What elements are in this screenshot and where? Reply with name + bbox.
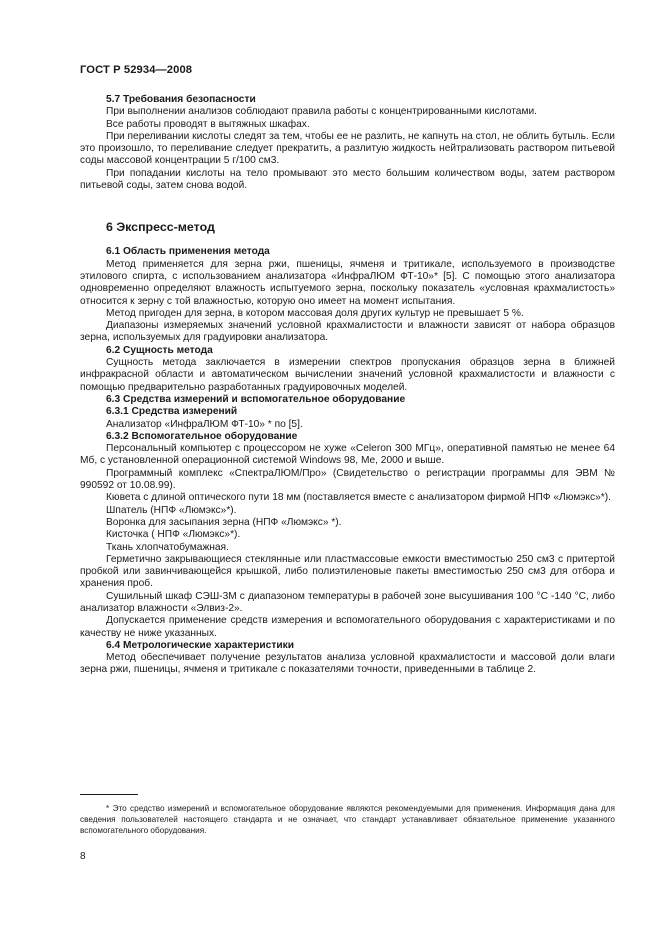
footnote-text: * Это средство измерений и вспомогательное оборудование являются рекомендуемыми для применения. Информация дана для сведения пользователей настоящего стандарта и не означает, что стандарт устанавливает обязательное применение указанного вспомогательного оборудования. (80, 804, 615, 836)
metrology-paragraph-1: Метод обеспечивает получение результатов анализа условной крахмалистости и массовой доли влаги зерна ржи, пшеницы, ячменя и тритикале с показателями точности, приведенными в таблице 2. (80, 652, 615, 676)
safety-paragraph-1: При выполнении анализов соблюдают правила работы с концентрированными кислотами. (106, 106, 537, 118)
auxiliary-item: Персональный компьютер с процессором не хуже «Celeron 300 МГц», оперативной памятью не менее 64 Мб, с установленной операционной системой Windows 98, Me, 2000 и выше. (80, 443, 615, 467)
auxiliary-item: Шпатель (НПФ «Люмэкс»*). (106, 504, 237, 516)
essence-paragraph-1: Сущность метода заключается в измерении спектров пропускания образцов зерна в ближней инфракрасной области и автоматическом вычислении значений условной крахмалистости и влажности с помощью предварительно разработанных градуировочных моделей. (80, 357, 615, 393)
document-header: ГОСТ Р 52934—2008 (80, 64, 193, 76)
auxiliary-item: Программный комплекс «СпектраЛЮМ/Про» (Свидетельство о регистрации программы для ЭВМ № 990592 от 10.08.99). (80, 467, 615, 492)
footnote (80, 803, 615, 837)
footnote-divider (80, 794, 138, 795)
scope-heading: 6.1 Область применения метода (106, 246, 270, 258)
safety-paragraph-3: При переливании кислоты следят за тем, чтобы ее не разлить, не капнуть на стол, не облить бутыль. Если это произошло, то переливание следует прекратить, а разлитую жидкость нейтрализовать раствором питьевой соды массовой концентрации 5 г/100 см3. (80, 130, 615, 167)
auxiliary-item: Герметично закрывающиеся стеклянные или пластмассовые емкости вместимостью 250 см3 с притертой пробкой или завинчивающейся крышкой, либо полиэтиленовые пакеты вместимостью 250 см3 для отбора и хранения проб. (80, 553, 615, 590)
auxiliary-item: Сушильный шкаф СЭШ-3М с диапазоном температуры в рабочей зоне высушивания 100 °С -140 °С, либо анализатор влажности «Элвиз-2». (80, 590, 615, 614)
auxiliary-heading: 6.3.2 Вспомогательное оборудование (106, 430, 298, 442)
express-section-title: 6 Экспресс-метод (106, 220, 215, 235)
essence-heading: 6.2 Сущность метода (106, 344, 213, 356)
safety-paragraph-4: При попадании кислоты на тело промывают это место большим количеством воды, затем раствором питьевой соды, затем снова водой. (80, 167, 615, 192)
scope-paragraph-2: Метод пригоден для зерна, в котором массовая доля других культур не превышает 5 %. (106, 307, 524, 319)
measurement-paragraph-1: Анализатор «ИнфраЛЮМ ФТ-10» * по [5]. (106, 418, 303, 430)
auxiliary-item: Кювета с длиной оптического пути 18 мм (поставляется вместе с анализатором фирмой НПФ «Люмэкс»*). (106, 492, 611, 504)
measurement-heading: 6.3.1 Средства измерений (106, 406, 238, 418)
scope-paragraph-1: Метод применяется для зерна ржи, пшеницы, ячменя и тритикале, используемого в производстве этилового спирта, с использованием анализатора «ИнфраЛЮМ ФТ-10»* [5]. С помощью этого анализатора одновременно определяют влажность испытуемого зерна, поскольку показатель «условная крахмалистость» относится к зерну с той влажностью, которую оно имеет на момент испытания. (80, 258, 615, 307)
auxiliary-item: Ткань хлопчатобумажная. (106, 541, 229, 553)
auxiliary-item: Кисточка ( НПФ «Люмэкс»*). (106, 529, 241, 541)
metrology-heading: 6.4 Метрологические характеристики (106, 639, 294, 651)
equipment-heading: 6.3 Средства измерений и вспомогательное оборудование (106, 393, 406, 405)
page-content (80, 94, 615, 677)
auxiliary-item: Воронка для засыпания зерна (НПФ «Люмэкс» *). (106, 516, 342, 528)
auxiliary-item: Допускается применение средств измерения и вспомогательного оборудования с характеристиками и по качеству не ниже указанных. (80, 615, 615, 639)
safety-paragraph-2: Все работы проводят в вытяжных шкафах. (106, 118, 310, 130)
scope-paragraph-3: Диапазоны измеряемых значений условной крахмалистости и влажности зависят от набора образцов зерна, используемых для градуировки анализатора. (80, 320, 615, 344)
page-number: 8 (80, 851, 86, 862)
safety-heading: 5.7 Требования безопасности (106, 94, 256, 105)
